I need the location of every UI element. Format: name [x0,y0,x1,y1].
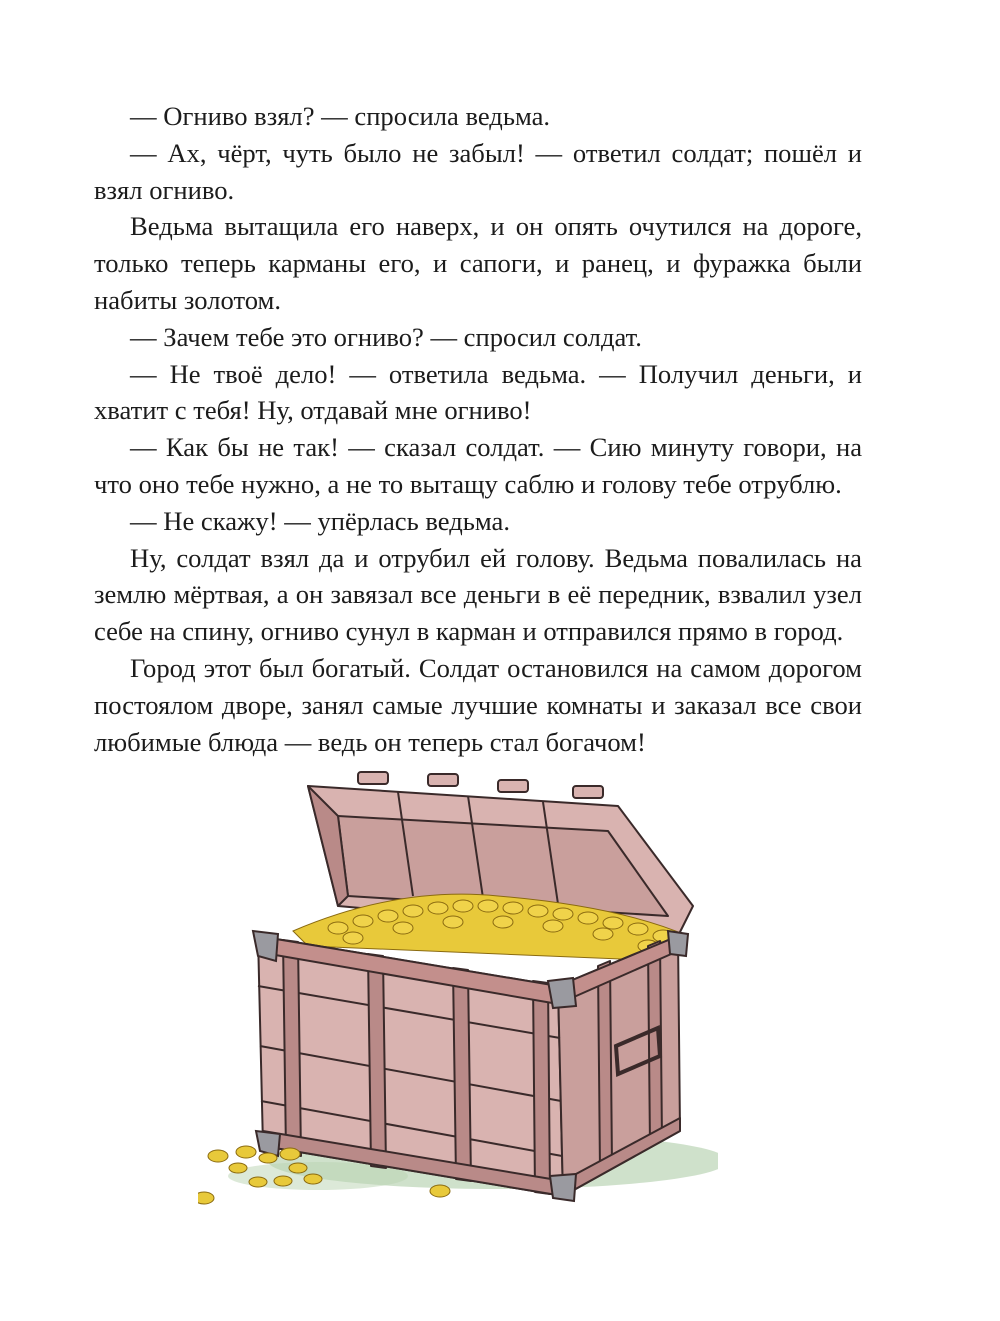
treasure-chest-illustration [198,756,718,1226]
paragraph: — Не скажу! — упёрлась ведьма. [130,505,510,536]
paragraph: — Зачем тебе это огниво? — спросил солдат. [130,321,642,352]
paragraph: — Ах, чёрт, чуть было не забыл! — ответил солдат; пошёл и взял огниво. [94,137,862,205]
paragraph: Ведьма вытащила его наверх, и он опять очутился на дороге, только теперь карманы его, и сапоги, и ранец, и фуражка были набиты золотом. [94,211,862,315]
paragraph: — Огниво взял? — спросила ведьма. [130,101,551,131]
story-text [94,98,862,760]
paragraph: — Как бы не так! — сказал солдат. — Сию минуту говори, на что оно тебе нужно, а не то вытащу саблю и голову тебе отрублю. [94,432,862,499]
paragraph: — Не твоё дело! — ответила ведьма. — Получил деньги, и хватит с тебя! Ну, отдавай мне огниво! [94,358,862,426]
paragraph: Город этот был богатый. Солдат остановился на самом дорогом постоялом дворе, занял самые лучшие комнаты и заказал все свои любимые блюда — ведь он теперь стал богачом! [94,652,862,757]
paragraph: Ну, солдат взял да и отрубил ей голову. Ведьма повалилась на землю мёртвая, а он завязал все деньги в её передник, взвалил узел себе на спину, огниво сунул в карман и отправился прямо в город. [94,542,862,647]
